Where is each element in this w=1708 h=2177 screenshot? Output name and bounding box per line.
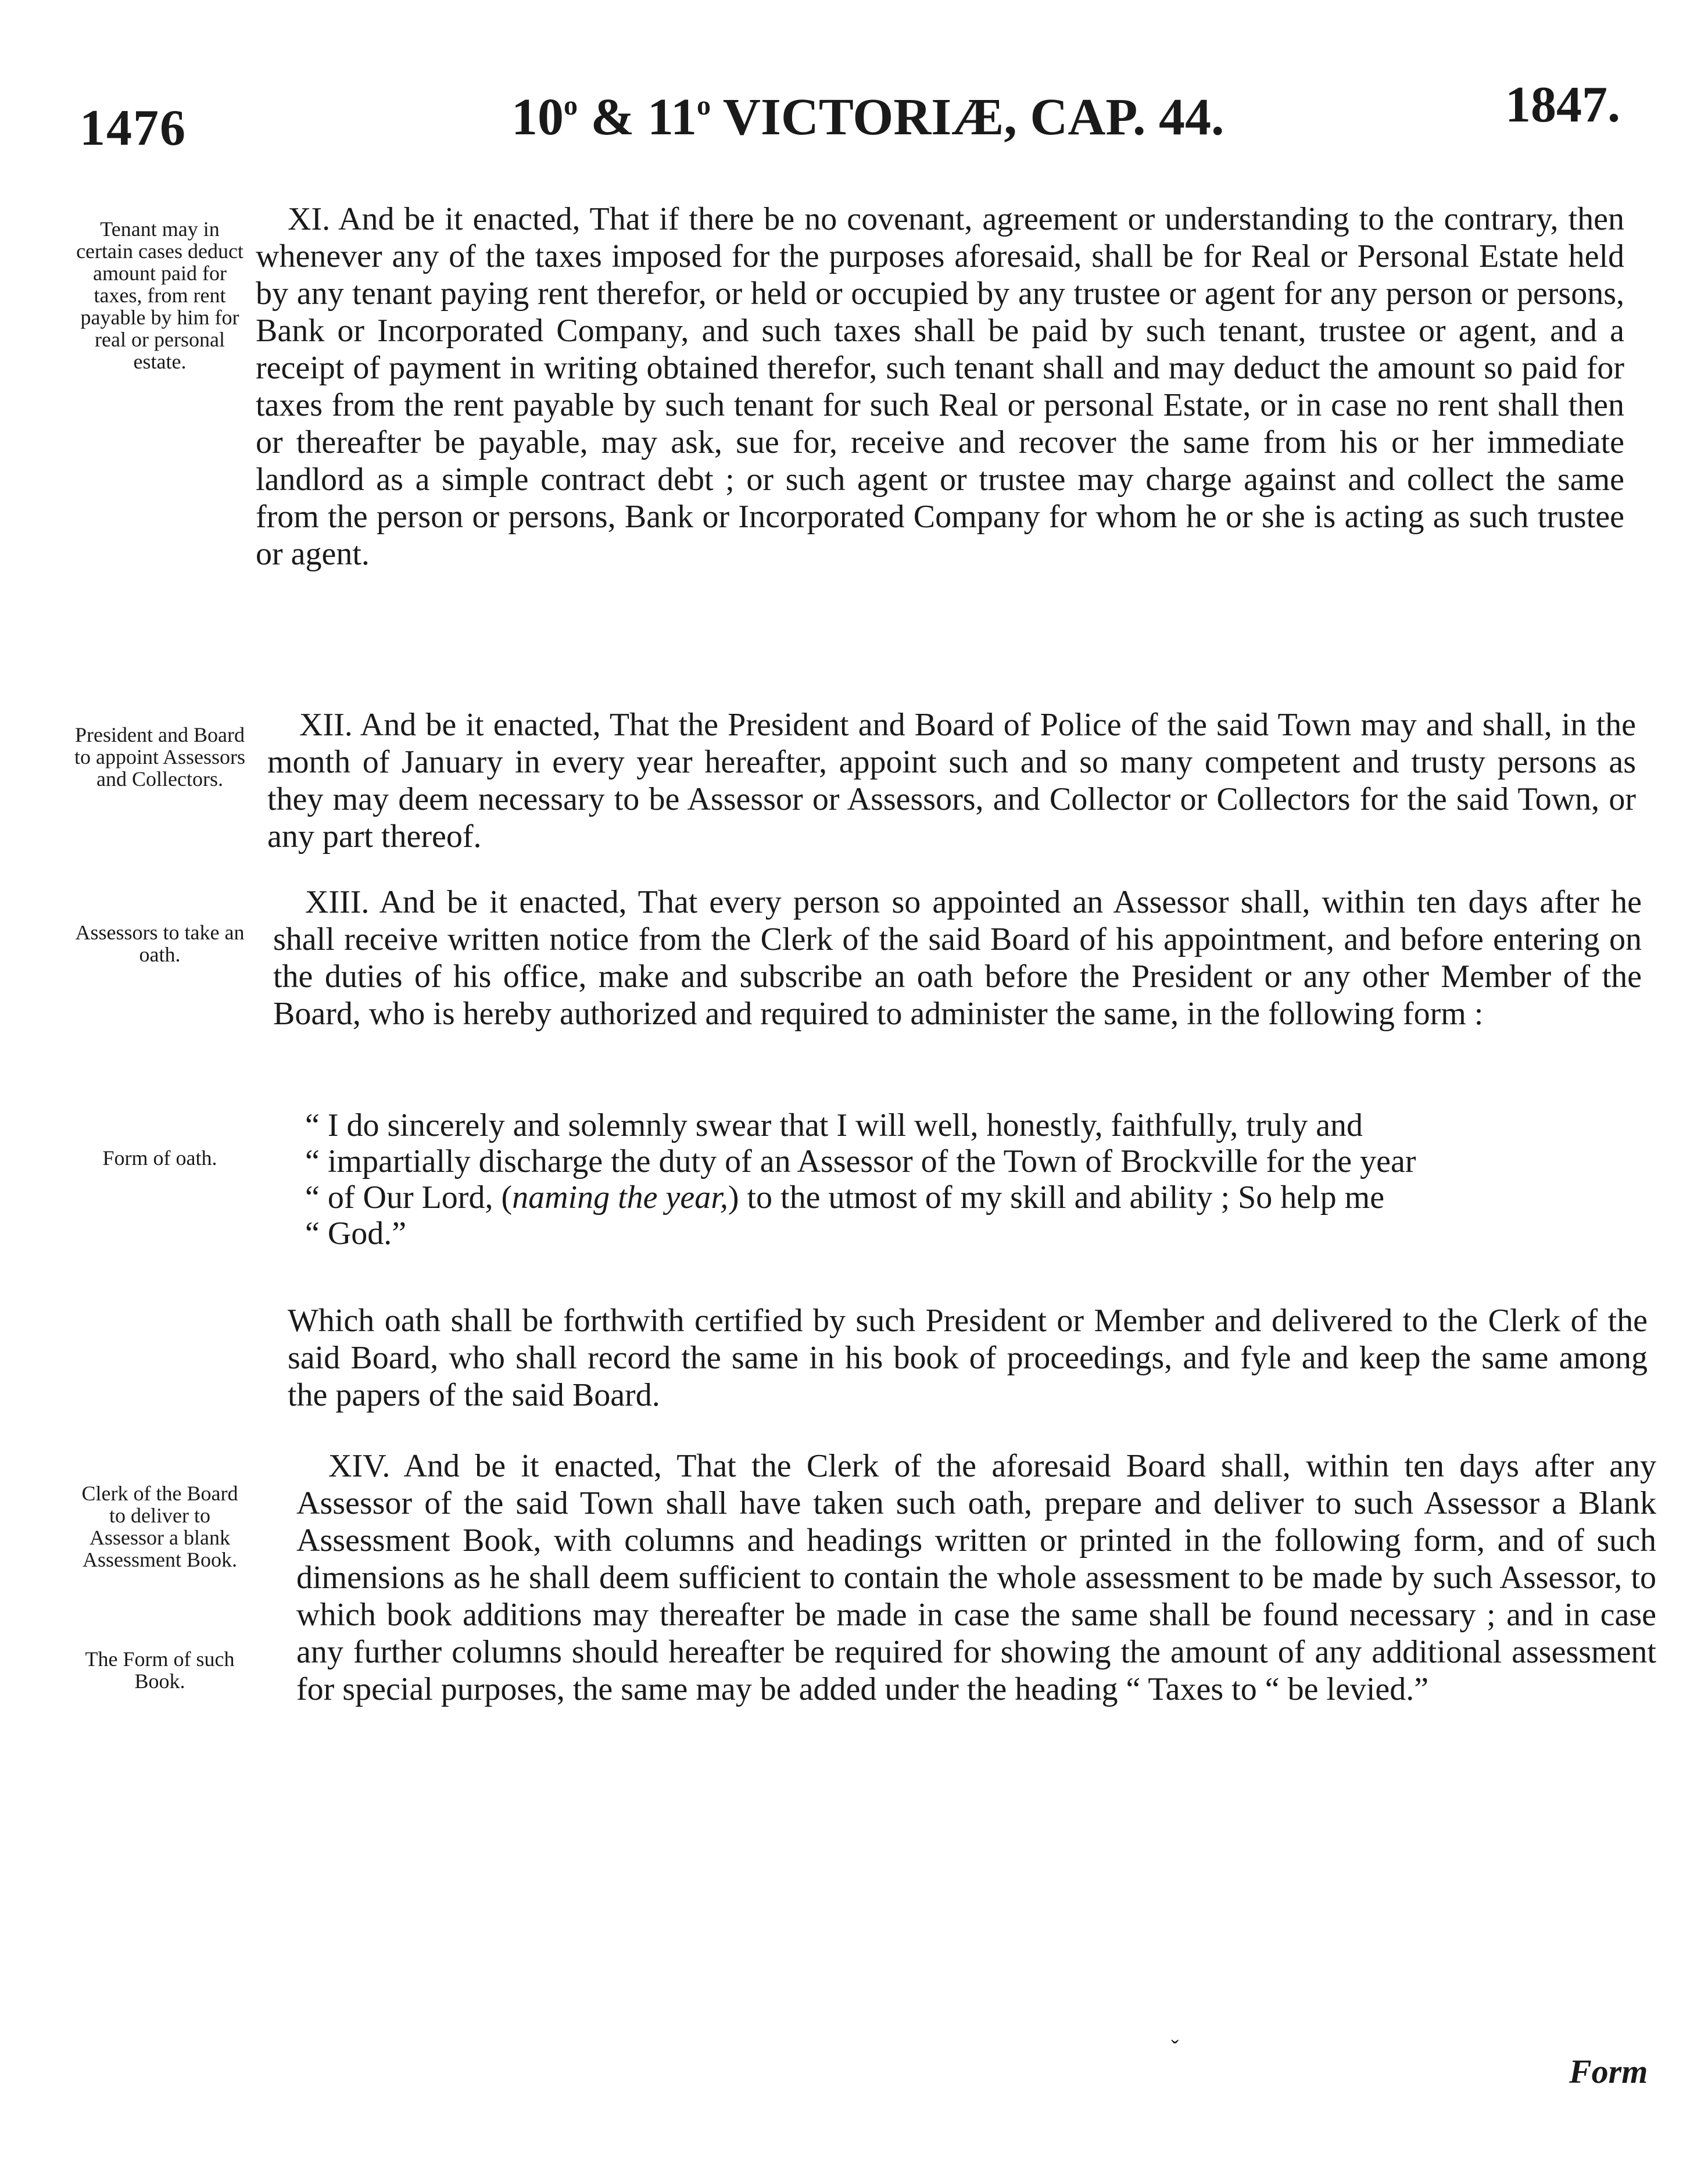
section-xiii [273, 884, 1642, 1032]
running-title [511, 87, 1224, 147]
oath-line-3-start: “ of Our Lord, ( [305, 1179, 513, 1216]
section-xiii-text: XIII. And be it enacted, That every person so appointed an Assessor shall, within ten days after he shall receive written notice from the Clerk of the said Board of his appointment, and before entering on the duties of his office, make and subscribe an oath before the President or any other Member of the Board, who is hereby authorized and required to administer the same, in the following form : [273, 884, 1642, 1032]
section-xiv-text: XIV. And be it enacted, That the Clerk of the aforesaid Board shall, within ten days after any Assessor of the said Town shall have taken such oath, prepare and deliver to such Assessor a Blank Assessment Book, with columns and headings written or printed in the following form, and of such dimensions as he shall deem sufficient to contain the whole assessment to be made by such Assessor, to which book additions may thereafter be made in case the same shall be found necessary ; and in case any further columns should hereafter be required for showing the amount of any additional assessment for special purposes, the same may be added under the heading “ Taxes to “ be levied.” [296, 1448, 1656, 1707]
stray-mark: ˇ [1171, 2035, 1179, 2061]
oath-line-3 [305, 1179, 1645, 1216]
section-xii [267, 706, 1636, 855]
title-superscript-2: o [697, 90, 711, 121]
oath-line-4: “ God.” [305, 1216, 407, 1252]
margin-note-clerk-deliver-book: Clerk of the Board to deliver to Assessor a blank Assessment Book. [81, 1482, 238, 1571]
section-xi-text: XI. And be it enacted, That if there be no covenant, agreement or understanding to the contrary, then whenever any of the taxes imposed for the purposes aforesaid, shall be for Real or Personal Estate held by any tenant paying rent therefor, or held or occupied by any trustee or agent for any person or persons, Bank or Incorporated Company, and such taxes shall be paid by such tenant, trustee or agent, and a receipt of payment in writing obtained therefor, such tenant shall and may deduct the amount so paid for taxes from the rent payable by such tenant for such Real or personal Estate, or in case no rent shall then or thereafter be payable, may ask, sue for, receive and recover the same from his or her immediate landlord as a simple contract debt ; or such agent or trustee may charge against and collect the same from the person or persons, Bank or Incorporated Company for whom he or she is acting as such trustee or agent. [256, 201, 1624, 572]
page-number: 1476 [80, 100, 187, 156]
title-regnal-year-1: 10 [511, 88, 564, 146]
title-regnal-year-2: & 11 [578, 88, 697, 146]
oath-form [305, 1107, 1645, 1252]
margin-note-form-of-oath: Form of oath. [102, 1146, 217, 1170]
section-xiv [296, 1447, 1656, 1708]
oath-line-1: “ I do sincerely and solemnly swear that I will well, honestly, faithfully, truly and [305, 1107, 1363, 1143]
margin-note-form-of-book: The Form of such Book. [85, 1647, 235, 1693]
oath-line-3-end: ) to the utmost of my skill and ability ; So help me [728, 1179, 1385, 1216]
margin-note-assessor-oath: Assessors to take an oath. [75, 921, 245, 966]
margin-note-tenant-deduct: Tenant may in certain cases deduct amount paid for taxes, from rent payable by him for real or personal estate. [76, 217, 244, 373]
title-superscript-1: o [564, 90, 578, 121]
page-year: 1847. [1505, 77, 1620, 133]
oath-line-3-italic: naming the year, [512, 1179, 728, 1216]
section-xi [256, 201, 1624, 573]
margin-note-appoint-assessors: President and Board to appoint Assessors and Collectors. [74, 723, 245, 791]
catchword: Form [1569, 2053, 1648, 2090]
oath-certification [288, 1302, 1648, 1414]
oath-line-2: “ impartially discharge the duty of an Assessor of the Town of Brockville for the year [305, 1143, 1416, 1179]
oath-certification-text: Which oath shall be forthwith certified by such President or Member and delivered to the Clerk of the said Board, who shall record the same in his book of proceedings, and fyle and keep the same among the papers of the said Board. [288, 1303, 1648, 1413]
title-chapter: VICTORIÆ, CAP. 44. [711, 88, 1224, 146]
section-xii-text: XII. And be it enacted, That the President and Board of Police of the said Town may and shall, in the month of January in every year hereafter, appoint such and so many competent and trusty persons as they may deem necessary to be Assessor or Assessors, and Collector or Collectors for the said Town, or any part thereof. [267, 707, 1636, 855]
